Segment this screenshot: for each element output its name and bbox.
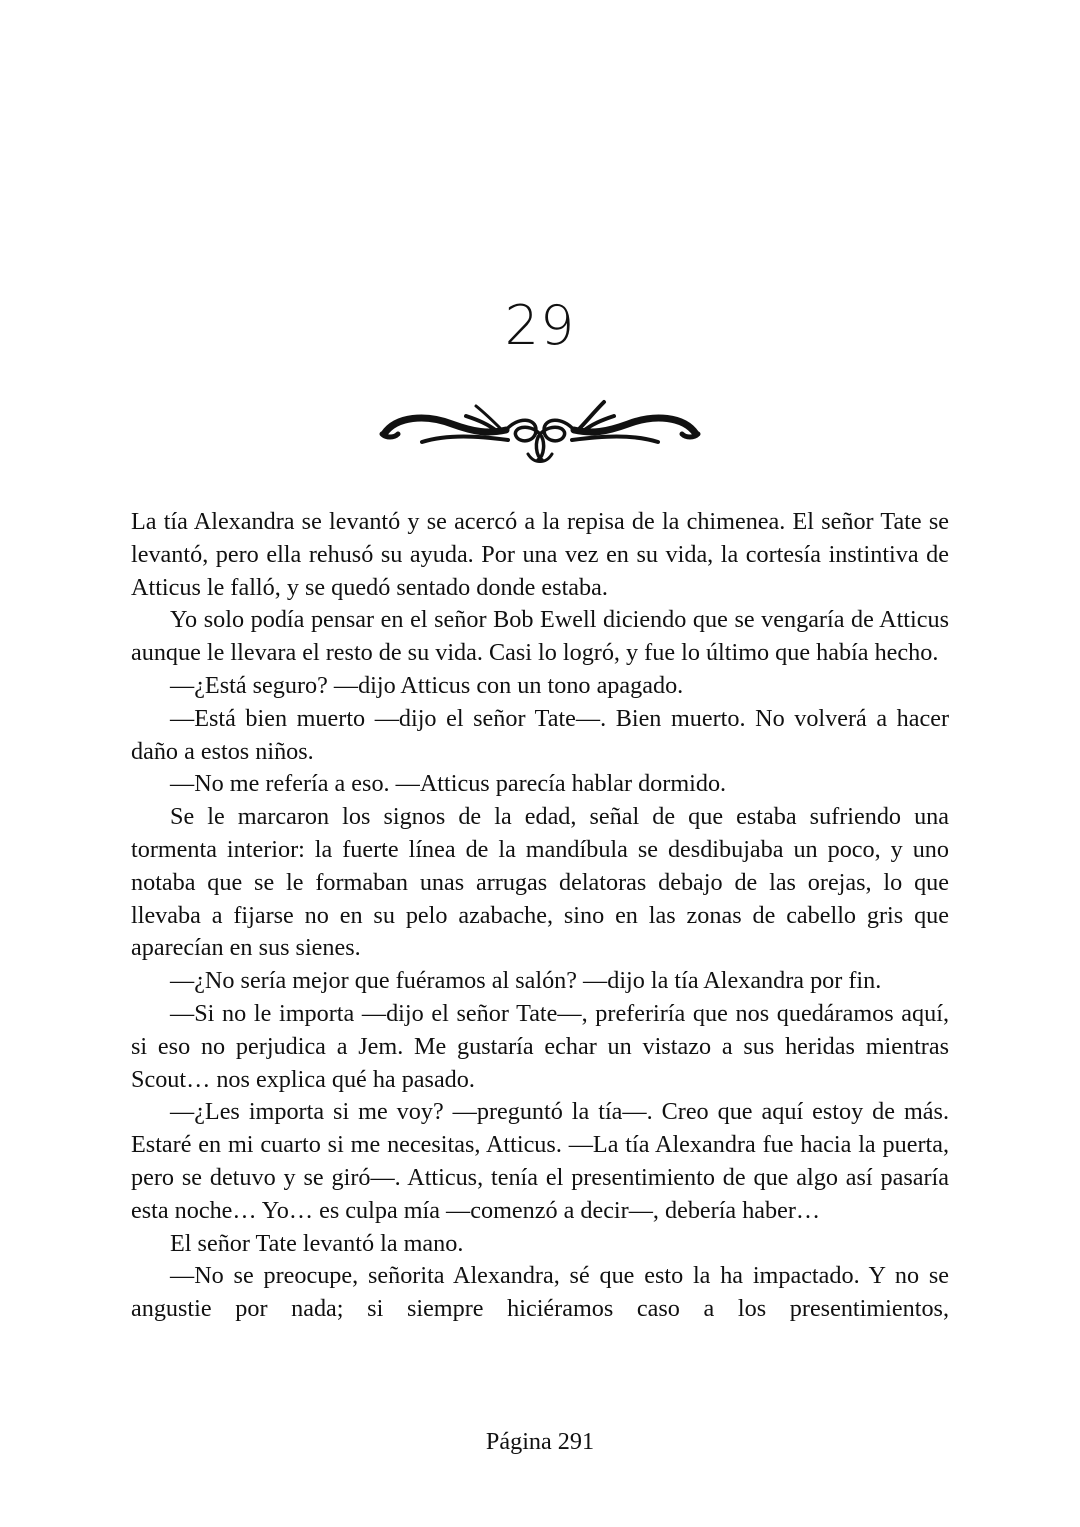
page-number: Página 291 bbox=[485, 1428, 595, 1455]
chapter-body bbox=[131, 506, 949, 1326]
paragraph: —Está bien muerto —dijo el señor Tate—. Bien muerto. No volverá a hacer daño a estos niños. bbox=[131, 704, 949, 765]
paragraph: —No me refería a eso. —Atticus parecía hablar dormido. bbox=[170, 770, 727, 798]
paragraph: —Si no le importa —dijo el señor Tate—, preferiría que nos quedáramos aquí, si eso no perjudica a Jem. Me gustaría echar un vistazo a sus heridas mientras Scout… nos explica qué ha pasado. bbox=[131, 999, 949, 1093]
paragraph: —¿Está seguro? —dijo Atticus con un tono apagado. bbox=[170, 671, 684, 699]
paragraph: —¿Les importa si me voy? —preguntó la tía—. Creo que aquí estoy de más. Estaré en mi cuarto si me necesitas, Atticus. —La tía Alexandra fue hacia la puerta, pero se detuvo y se giró—. Atticus, tenía el presentimiento de que algo así pasaría esta noche… Yo… es culpa mía —comenzó a decir—, debería haber… bbox=[131, 1098, 949, 1224]
chapter-number: 29 bbox=[504, 294, 576, 357]
flourish-divider-icon bbox=[378, 394, 702, 468]
paragraph: —¿No sería mejor que fuéramos al salón? —dijo la tía Alexandra por fin. bbox=[170, 967, 882, 995]
paragraph: —No se preocupe, señorita Alexandra, sé que esto la ha impactado. Y no se angustie por nada; si siempre hiciéramos caso a los presentimientos, bbox=[131, 1262, 949, 1323]
paragraph: La tía Alexandra se levantó y se acercó a la repisa de la chimenea. El señor Tate se levantó, pero ella rehusó su ayuda. Por una vez en su vida, la cortesía instintiva de Atticus le falló, y se quedó sentado donde estaba. bbox=[131, 508, 949, 601]
paragraph: Yo solo podía pensar en el señor Bob Ewell diciendo que se vengaría de Atticus aunque le llevara el resto de su vida. Casi lo logró, y fue lo último que había hecho. bbox=[131, 606, 949, 667]
paragraph: El señor Tate levantó la mano. bbox=[170, 1229, 464, 1257]
paragraph: Se le marcaron los signos de la edad, señal de que estaba sufriendo una tormenta interior: la fuerte línea de la mandíbula se desdibujaba un poco, y uno notaba que se le formaban unas arrugas delatoras debajo de las orejas, lo que llevaba a fijarse no en su pelo azabache, sino en las zonas de cabello gris que aparecían en sus sienes. bbox=[131, 803, 949, 962]
